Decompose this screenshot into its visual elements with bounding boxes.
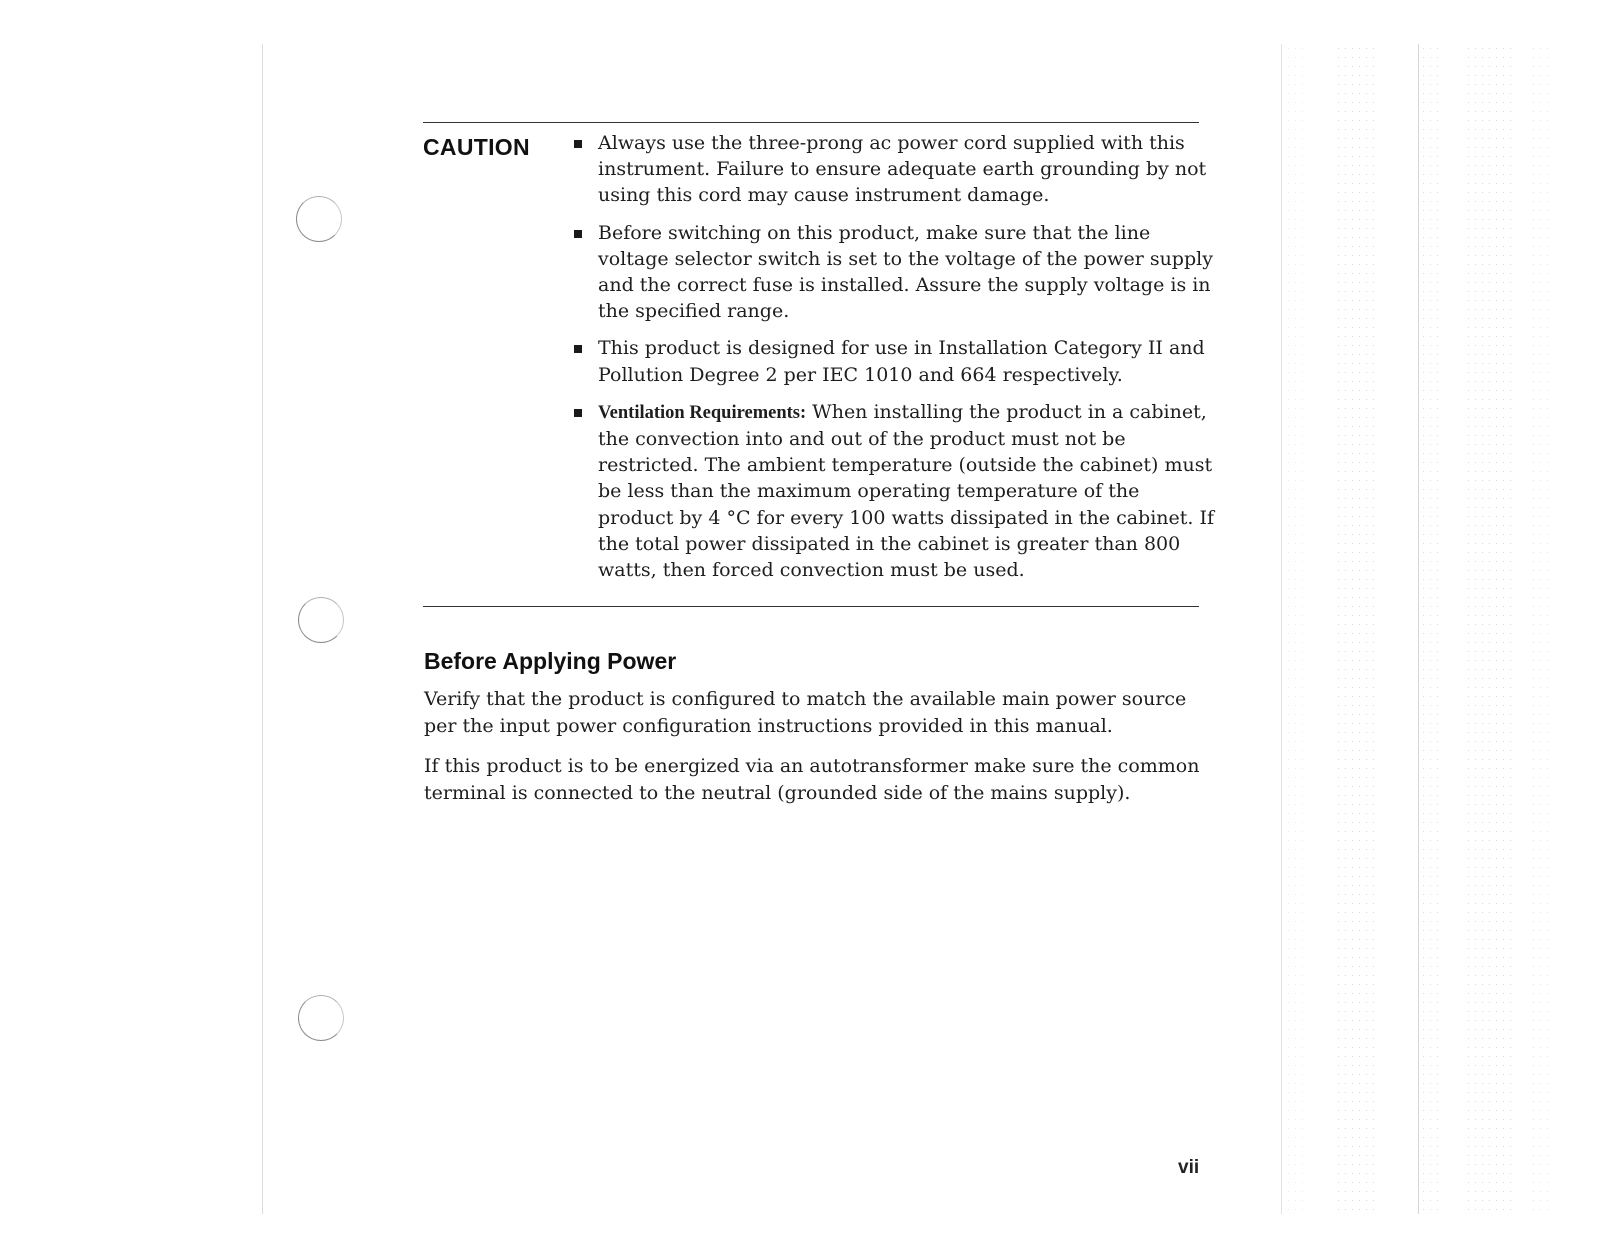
punch-hole <box>298 995 344 1041</box>
square-bullet-icon <box>574 230 582 238</box>
caution-item-lead: Ventilation Requirements: <box>598 402 807 423</box>
square-bullet-icon <box>574 345 582 353</box>
section-heading: Before Applying Power <box>424 648 677 674</box>
scan-noise <box>1335 44 1375 1214</box>
scan-noise <box>1420 44 1444 1214</box>
caution-item <box>574 399 1214 583</box>
punch-hole <box>296 196 342 242</box>
scan-edge-line <box>1281 44 1282 1214</box>
scan-noise <box>1285 44 1303 1214</box>
punch-hole <box>298 597 344 643</box>
caution-bottom-rule <box>423 606 1199 607</box>
caution-item <box>574 220 1214 325</box>
page-edge <box>262 44 263 1214</box>
square-bullet-icon <box>574 140 582 148</box>
caution-item-text: This product is designed for use in Installation Category II and Pollution Degree 2 per IEC 1010 and 664 respectively. <box>598 337 1205 386</box>
square-bullet-icon <box>574 409 582 417</box>
body-paragraph: Verify that the product is configured to match the available main power source per the input power configuration instructions provided in this manual. <box>424 688 1187 737</box>
caution-item <box>574 130 1214 209</box>
caution-item-text: When installing the product in a cabinet, the convection into and out of the product must not be restricted. The ambient temperature (outside the cabinet) must be less than the maximum operating temperature of the product by 4 °C for every 100 watts dissipated in the cabinet. If the total power dissipated in the cabinet is greater than 800 watts, then forced convection must be used. <box>598 400 1215 582</box>
caution-item-text: Before switching on this product, make sure that the line voltage selector switch is set to the voltage of the power supply and the correct fuse is installed. Assure the supply voltage is in the specified range. <box>598 221 1213 323</box>
scan-noise <box>1465 44 1513 1214</box>
body-paragraph: If this product is to be energized via an autotransformer make sure the common terminal is connected to the neutral (grounded side of the mains supply). <box>424 755 1200 804</box>
page-number: vii <box>1178 1157 1200 1178</box>
scan-edge-line <box>1418 44 1419 1214</box>
caution-label: CAUTION <box>423 134 530 160</box>
caution-item-text: Always use the three-prong ac power cord supplied with this instrument. Failure to ensure adequate earth grounding by not using this cord may cause instrument damage. <box>598 132 1207 207</box>
caution-item <box>574 335 1214 387</box>
caution-list <box>574 130 1214 594</box>
scan-noise <box>1530 44 1550 1214</box>
caution-top-rule <box>423 122 1199 123</box>
